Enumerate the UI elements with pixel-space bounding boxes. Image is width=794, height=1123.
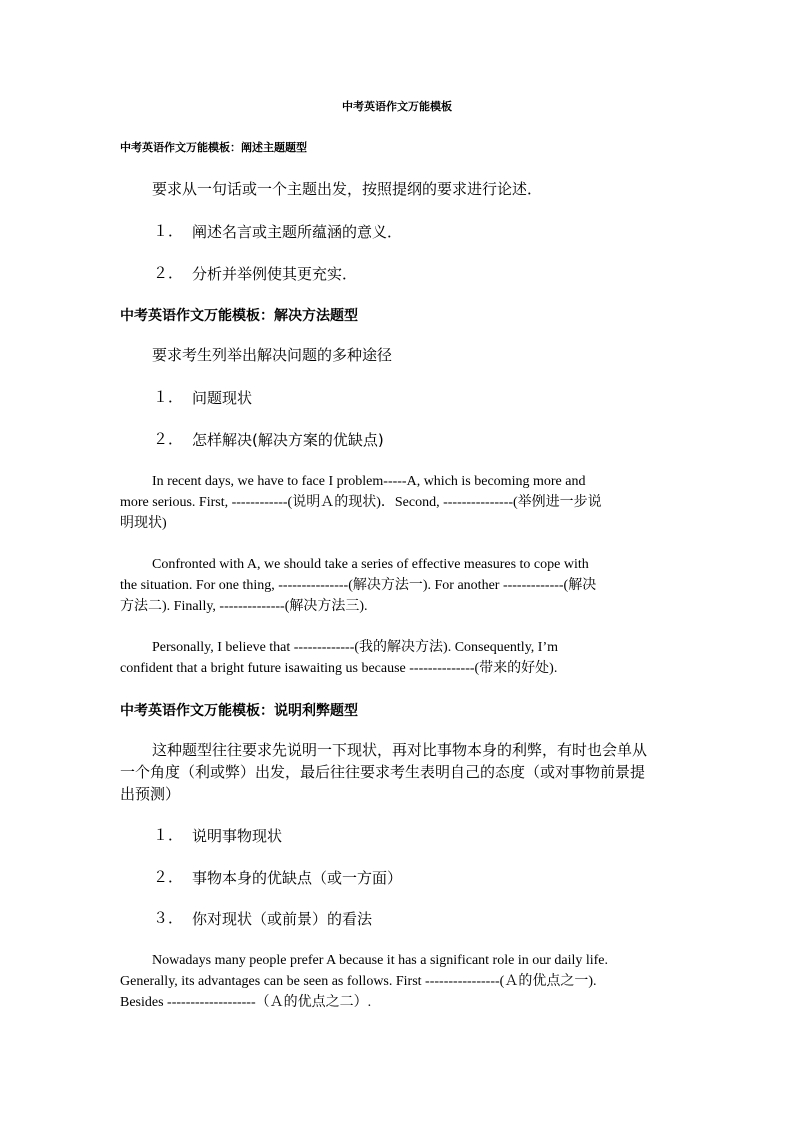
paragraph-line: In recent days, we have to face I problem-----A, which is becoming more and (152, 474, 586, 489)
list-item-text: 说明事物现状 (192, 827, 283, 845)
document-title: 中考英语作文万能模板 (342, 100, 452, 113)
paragraph-line: more serious. First, ------------(说明Ａ的现状)．Second, ---------------(举例进一步说 (120, 495, 602, 510)
list-item-number: ２． (153, 868, 184, 886)
paragraph-line: confident that a bright future isawaiting us because --------------(带来的好处). (120, 661, 558, 676)
list-item-number: １． (153, 222, 184, 240)
list-item-number: １． (153, 826, 184, 844)
section-intro-theme: 要求从一句话或一个主题出发，按照提纲的要求进行论述． (152, 180, 543, 198)
paragraph-line: Nowadays many people prefer A because it has a significant role in our daily life. (152, 953, 609, 968)
template-paragraph (120, 637, 680, 679)
section-intro-solution: 要求考生列举出解决问题的多种途径 (152, 346, 393, 364)
list-item-text: 分析并举例使其更充实． (192, 265, 358, 283)
paragraph-line: 明现状) (120, 516, 167, 531)
list-item-text: 阐述名言或主题所蕴涵的意义． (192, 223, 403, 241)
paragraph-line: 这种题型往往要求先说明一下现状，再对比事物本身的利弊，有时也会单从 (152, 741, 648, 759)
template-paragraph (120, 950, 680, 1013)
paragraph-line: Generally, its advantages can be seen as follows. First ----------------(Ａ的优点之一). (120, 974, 597, 989)
template-paragraph (120, 471, 680, 534)
list-item-text: 事物本身的优缺点（或一方面） (192, 869, 403, 887)
list-item-number: ３． (153, 909, 184, 927)
list-item-text: 问题现状 (192, 389, 253, 407)
section-intro-pros-cons (120, 739, 680, 805)
paragraph-line: Besides -------------------（Ａ的优点之二）. (120, 995, 372, 1010)
section-heading-solution: 中考英语作文万能模板：解决方法题型 (120, 308, 358, 324)
list-item-number: ２． (153, 264, 184, 282)
section-heading-theme: 中考英语作文万能模板：阐述主题题型 (120, 141, 307, 154)
list-item-text: 怎样解决(解决方案的优缺点) (192, 431, 384, 449)
paragraph-line: 出预测） (120, 785, 181, 803)
list-item-number: ２． (153, 430, 184, 448)
paragraph-line: 方法二). Finally, --------------(解决方法三). (120, 599, 368, 614)
paragraph-line: Personally, I believe that -------------(我的解决方法). Consequently, I’m (152, 640, 558, 655)
paragraph-line: the situation. For one thing, ---------------(解决方法一). For another -------------(解决 (120, 578, 597, 593)
list-item-text: 你对现状（或前景）的看法 (192, 910, 373, 928)
section-heading-pros-cons: 中考英语作文万能模板：说明利弊题型 (120, 703, 358, 719)
paragraph-line: Confronted with A, we should take a series of effective measures to cope with (152, 557, 589, 572)
list-item-number: １． (153, 388, 184, 406)
template-paragraph (120, 554, 680, 617)
paragraph-line: 一个角度（利或弊）出发，最后往往要求考生表明自己的态度（或对事物前景提 (120, 763, 646, 781)
